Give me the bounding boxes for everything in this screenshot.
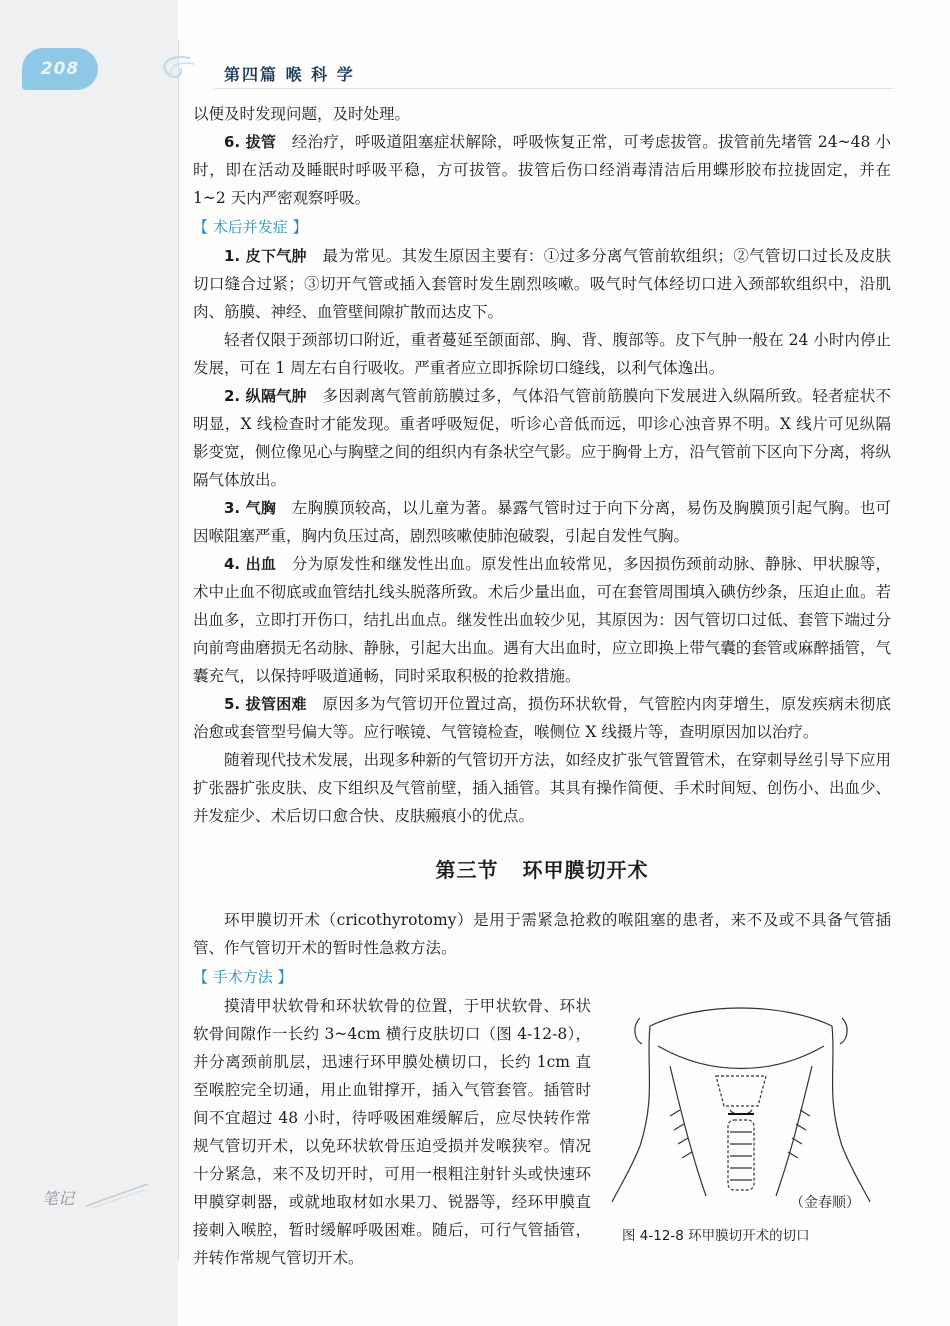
continued-paragraph: 以便及时发现问题，及时处理。 xyxy=(193,105,411,123)
section-tag-complications: 【 术后并发症 】 xyxy=(193,218,308,236)
section-tag-method: 【 手术方法 】 xyxy=(193,968,293,986)
paragraph-bleeding xyxy=(193,550,891,690)
item-heading: 3. 气胸 xyxy=(224,499,277,517)
section-title xyxy=(193,856,891,884)
notes-margin xyxy=(0,0,178,1326)
item-text: 多因剥离气管前筋膜过多，气体沿气管前筋膜向下发展进入纵隔所致。轻者症状不明显，X 线检查时才能发现。重者呼吸短促，听诊心音低而远，叩诊心浊音界不明。X 线片可见纵隔影变宽，侧位像见心与胸壁之间的组织内有条状空气影。应于胸骨上方，沿气管前下区向下分离，将纵隔气体放出。 xyxy=(193,387,892,489)
item-text: 原因多为气管切开位置过高，损伤环状软骨，气管腔内肉芽增生，原发疾病未彻底治愈或套管型号偏大等。应行喉镜、气管镜检查，喉侧位 X 线摄片等，查明原因加以治疗。 xyxy=(193,695,892,741)
paragraph-mediastinal xyxy=(193,382,891,494)
item-text: 最为常见。其发生原因主要有：①过多分离气管前软组织；②气管切口过长及皮肤切口缝合过紧；③切开气管或插入套管时发生剧烈咳嗽。吸气时气体经切口进入颈部软组织中，沿肌肉、筋膜、神经、血管壁间隙扩散而达皮下。 xyxy=(193,247,892,321)
item-heading: 2. 纵隔气肿 xyxy=(224,387,307,405)
paragraph-method: 摸清甲状软骨和环状软骨的位置，于甲状软骨、环状软骨间隙作一长约 3~4cm 横行皮肤切口（图 4-12-8），并分离颈前肌层，迅速行环甲膜处横切口，长约 1cm 直至喉腔完全切通，用止血钳撑开，插入气管套管。插管时间不宜超过 48 小时，待呼吸困难缓解后，应尽快转作常规气管切开术，以免环状软骨压迫受损并发喉狭窄。情况十分紧急，来不及切开时，可用一根粗注射针头或快速环甲膜穿刺器，或就地取材如水果刀、锐器等，经环甲膜直接刺入喉腔，暂时缓解呼吸困难。随后，可行气管插管，并转作常规气管切开术。 xyxy=(193,997,591,1267)
paragraph-pneumothorax xyxy=(193,494,891,550)
figure-caption: 图 4-12-8 环甲膜切开术的切口 xyxy=(622,1228,810,1244)
margin-divider xyxy=(178,40,179,1260)
figure-4-12-8 xyxy=(591,992,891,1272)
item-text: 经治疗，呼吸道阻塞症状解除，呼吸恢复正常，可考虑拔管。拔管前先堵管 24~48 小时，即在活动及睡眠时呼吸平稳，方可拔管。拔管后伤口经消毒清洁后用蝶形胶布拉拢固定，并在 1~2 天内严密观察呼吸。 xyxy=(193,133,892,207)
pen-stroke-icon xyxy=(82,1180,152,1210)
item-heading: 6. 拔管 xyxy=(224,133,277,151)
page-number-badge: 208 xyxy=(22,48,98,90)
running-head: 第四篇 喉 科 学 xyxy=(224,65,355,84)
neck-incision-illustration xyxy=(610,1006,872,1206)
paragraph-intro: 环甲膜切开术（cricothyrotomy）是用于需紧急抢救的喉阻塞的患者，来不及或不具备气管插管、作气管切开术的暂时性急救方法。 xyxy=(193,911,891,957)
swirl-decoration-icon xyxy=(150,48,196,88)
item-heading: 4. 出血 xyxy=(224,555,277,573)
item-heading: 1. 皮下气肿 xyxy=(224,247,307,265)
author-credit: （金春顺） xyxy=(790,1195,860,1211)
section-name: 环甲膜切开术 xyxy=(522,858,649,882)
page-body xyxy=(193,100,891,1272)
item-text: 左胸膜顶较高，以儿童为著。暴露气管时过于向下分离，易伤及胸膜顶引起气胸。也可因喉阻塞严重，胸内负压过高，剧烈咳嗽使肺泡破裂，引起自发性气胸。 xyxy=(193,499,891,545)
section-number: 第三节 xyxy=(435,858,499,882)
item-text: 分为原发性和继发性出血。原发性出血较常见，多因损伤颈前动脉、静脉、甲状腺等，术中止血不彻底或血管结扎线头脱落所致。术后少量出血，可在套管周围填入碘仿纱条，压迫止血。若出血多，立即打开伤口，结扎出血点。继发性出血较少见，其原因为：因气管切口过低、套管下端过分向前弯曲磨损无名动脉、静脉，引起大出血。遇有大出血时，应立即换上带气囊的套管或麻醉插管，气囊充气，以保持呼吸道通畅，同时采取积极的抢救措施。 xyxy=(193,555,891,685)
paragraph-emphysema xyxy=(193,242,891,326)
paragraph-emphysema-2: 轻者仅限于颈部切口附近，重者蔓延至颌面部、胸、背、腹部等。皮下气肿一般在 24 小时内停止发展，可在 1 周左右自行吸收。严重者应立即拆除切口缝线，以利气体逸出。 xyxy=(193,331,891,377)
item-heading: 5. 拔管困难 xyxy=(224,695,307,713)
method-with-figure xyxy=(193,992,891,1272)
notes-label: 笔记 xyxy=(42,1189,75,1208)
paragraph-extubation xyxy=(193,128,891,212)
paragraph-decannulation xyxy=(193,690,891,746)
header-rule xyxy=(214,88,894,89)
paragraph-modern-methods: 随着现代技术发展，出现多种新的气管切开方法，如经皮扩张气管置管术，在穿刺导丝引导下应用扩张器扩张皮肤、皮下组织及气管前壁，插入插管。其具有操作简便、手术时间短、创伤小、出血少、并发症少、术后切口愈合快、皮肤瘢痕小的优点。 xyxy=(193,751,891,825)
